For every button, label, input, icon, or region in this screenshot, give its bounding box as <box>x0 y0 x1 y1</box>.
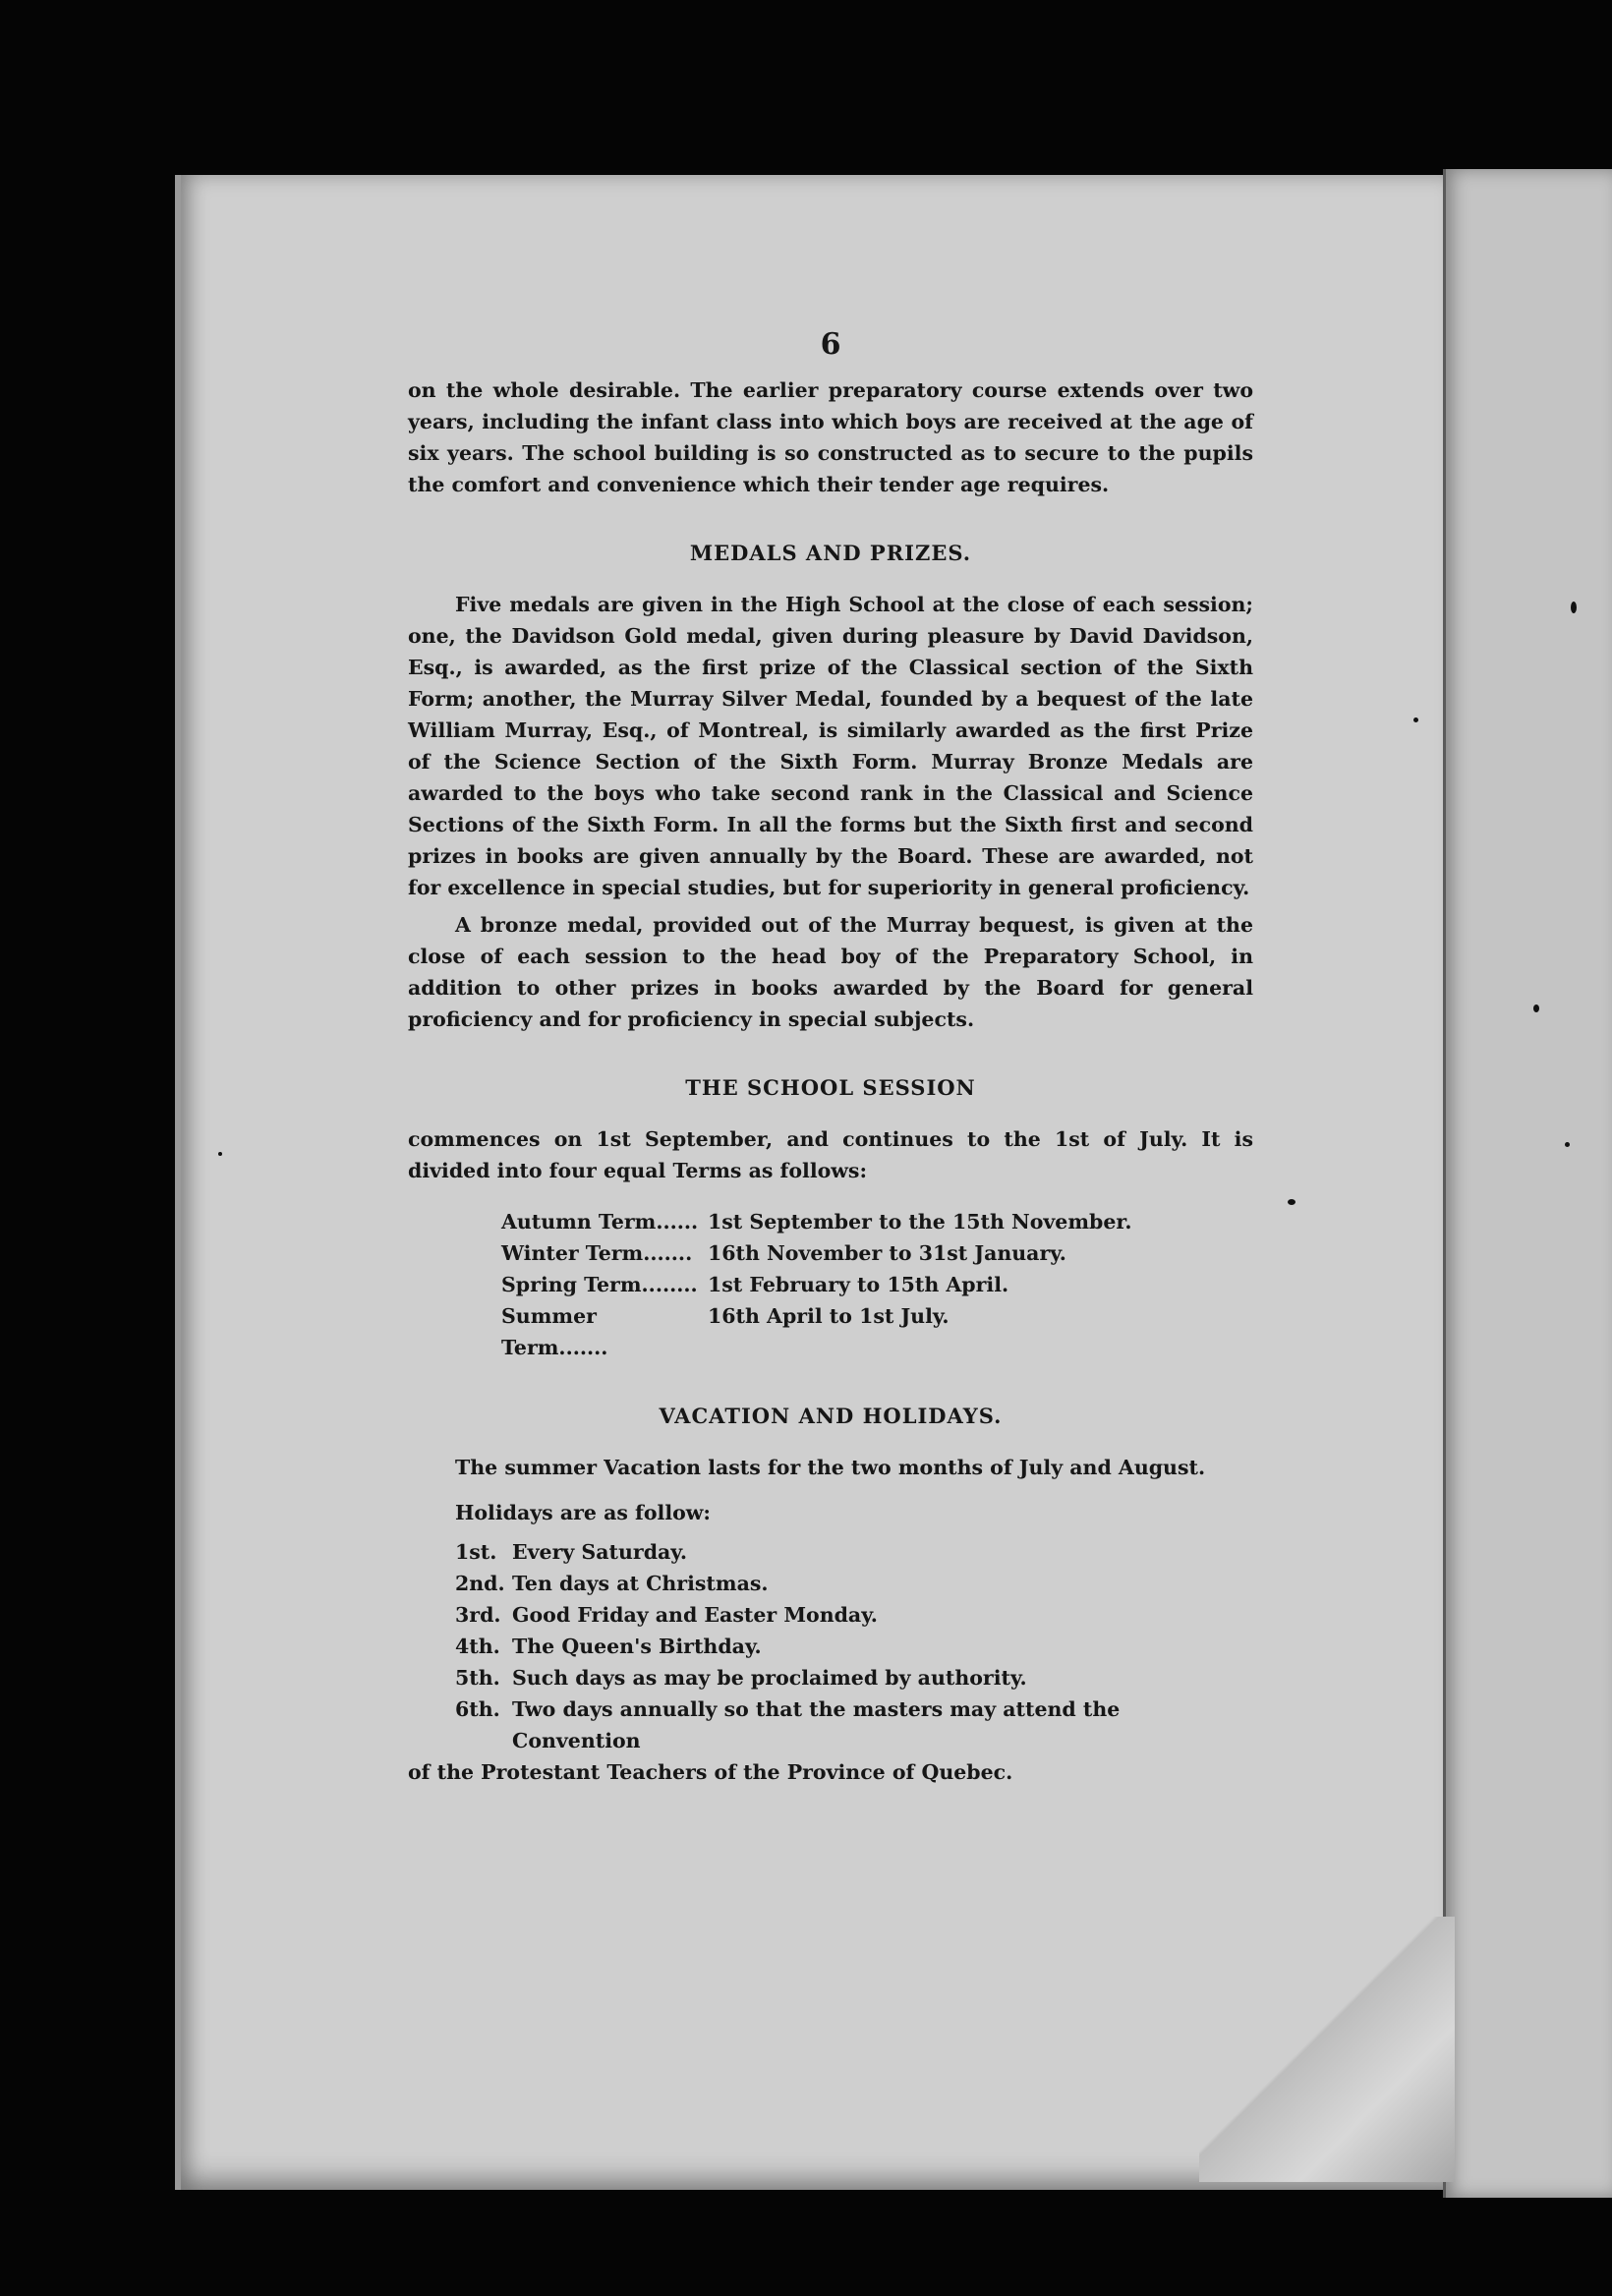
holiday-number: 4th. <box>455 1635 500 1658</box>
holiday-number: 3rd. <box>455 1603 501 1627</box>
term-row <box>501 1206 1253 1237</box>
scan-speck <box>1571 602 1577 613</box>
session-heading: THE SCHOOL SESSION <box>685 1075 976 1100</box>
vacation-heading: VACATION AND HOLIDAYS. <box>659 1404 1003 1428</box>
list-item <box>408 1693 1253 1756</box>
scan-speck <box>1565 1142 1570 1147</box>
page-number: 6 <box>820 327 841 362</box>
closing-line: of the Protestant Teachers of the Province of Quebec. <box>408 1760 1013 1784</box>
holiday-number: 2nd. <box>455 1572 505 1595</box>
term-row <box>501 1269 1253 1300</box>
holiday-text: Two days annually so that the masters may attend the Convention <box>512 1697 1121 1752</box>
term-row <box>501 1300 1253 1363</box>
term-range: 16th November to 31st January. <box>708 1241 1066 1265</box>
term-range: 16th April to 1st July. <box>708 1304 950 1328</box>
term-name: Autumn Term...... <box>501 1210 699 1234</box>
term-row <box>501 1237 1253 1269</box>
list-item <box>408 1568 1253 1599</box>
term-name: Winter Term....... <box>501 1241 693 1265</box>
scan-speck <box>1413 718 1418 722</box>
holiday-text: Good Friday and Easter Monday. <box>512 1603 878 1627</box>
term-name: Spring Term........ <box>501 1273 698 1296</box>
holiday-list <box>408 1536 1253 1788</box>
term-range: 1st February to 15th April. <box>708 1273 1009 1296</box>
holiday-number: 6th. <box>455 1697 500 1721</box>
holiday-text: Every Saturday. <box>512 1540 688 1564</box>
list-item <box>408 1662 1253 1693</box>
list-item <box>408 1599 1253 1631</box>
holiday-number: 5th. <box>455 1666 500 1690</box>
holiday-text: Such days as may be proclaimed by authority. <box>512 1666 1027 1690</box>
list-item <box>408 1536 1253 1568</box>
terms-list <box>501 1206 1253 1363</box>
holiday-text: The Queen's Birthday. <box>512 1635 762 1658</box>
term-range: 1st September to the 15th November. <box>708 1210 1132 1234</box>
medals-heading: MEDALS AND PRIZES. <box>689 541 972 565</box>
session-paragraph: commences on 1st September, and continues to the 1st of July. It is divided into four equal Terms as follows: <box>408 1127 1253 1182</box>
folded-corner <box>1199 1917 1455 2182</box>
medals-paragraph: Five medals are given in the High School at the close of each session; one, the Davidson Gold medal, given during pleasure by David Davidson, Esq., is awarded, as the first prize of the Classical section of the Sixth Form; another, the Murray Silver Medal, founded by a bequest of the late William Murray, Esq., of Montreal, is similarly awarded as the first Prize of the Science Section of the Sixth Form. Murray Bronze Medals are awarded to the boys who take second rank in the Classical and Science Sections of the Sixth Form. In all the forms but the Sixth first and second prizes in books are given annually by the Board. These are awarded, not for excellence in special studies, but for superiority in general proficiency. <box>408 593 1253 899</box>
right-page-edge <box>1443 169 1612 2198</box>
scan-speck <box>218 1152 222 1156</box>
term-name: Summer Term....... <box>501 1304 608 1359</box>
holiday-number: 1st. <box>455 1540 497 1564</box>
list-item <box>408 1631 1253 1662</box>
page-content <box>408 329 1253 1788</box>
holiday-text: Ten days at Christmas. <box>512 1572 769 1595</box>
bronze-medal-paragraph: A bronze medal, provided out of the Murray bequest, is given at the close of each session to the head boy of the Preparatory School, in addition to other prizes in books awarded by the Board for general proficiency and for proficiency in special subjects. <box>408 913 1253 1031</box>
scan-speck <box>1533 1004 1539 1012</box>
intro-paragraph: on the whole desirable. The earlier preparatory course extends over two years, including the infant class into which boys are received at the age of six years. The school building is so constructed as to secure to the pupils the comfort and convenience which their tender age requires. <box>408 378 1253 496</box>
summer-vacation-text: The summer Vacation lasts for the two months of July and August. <box>455 1456 1206 1479</box>
holidays-intro: Holidays are as follow: <box>455 1501 712 1524</box>
scan-speck <box>1288 1199 1295 1205</box>
